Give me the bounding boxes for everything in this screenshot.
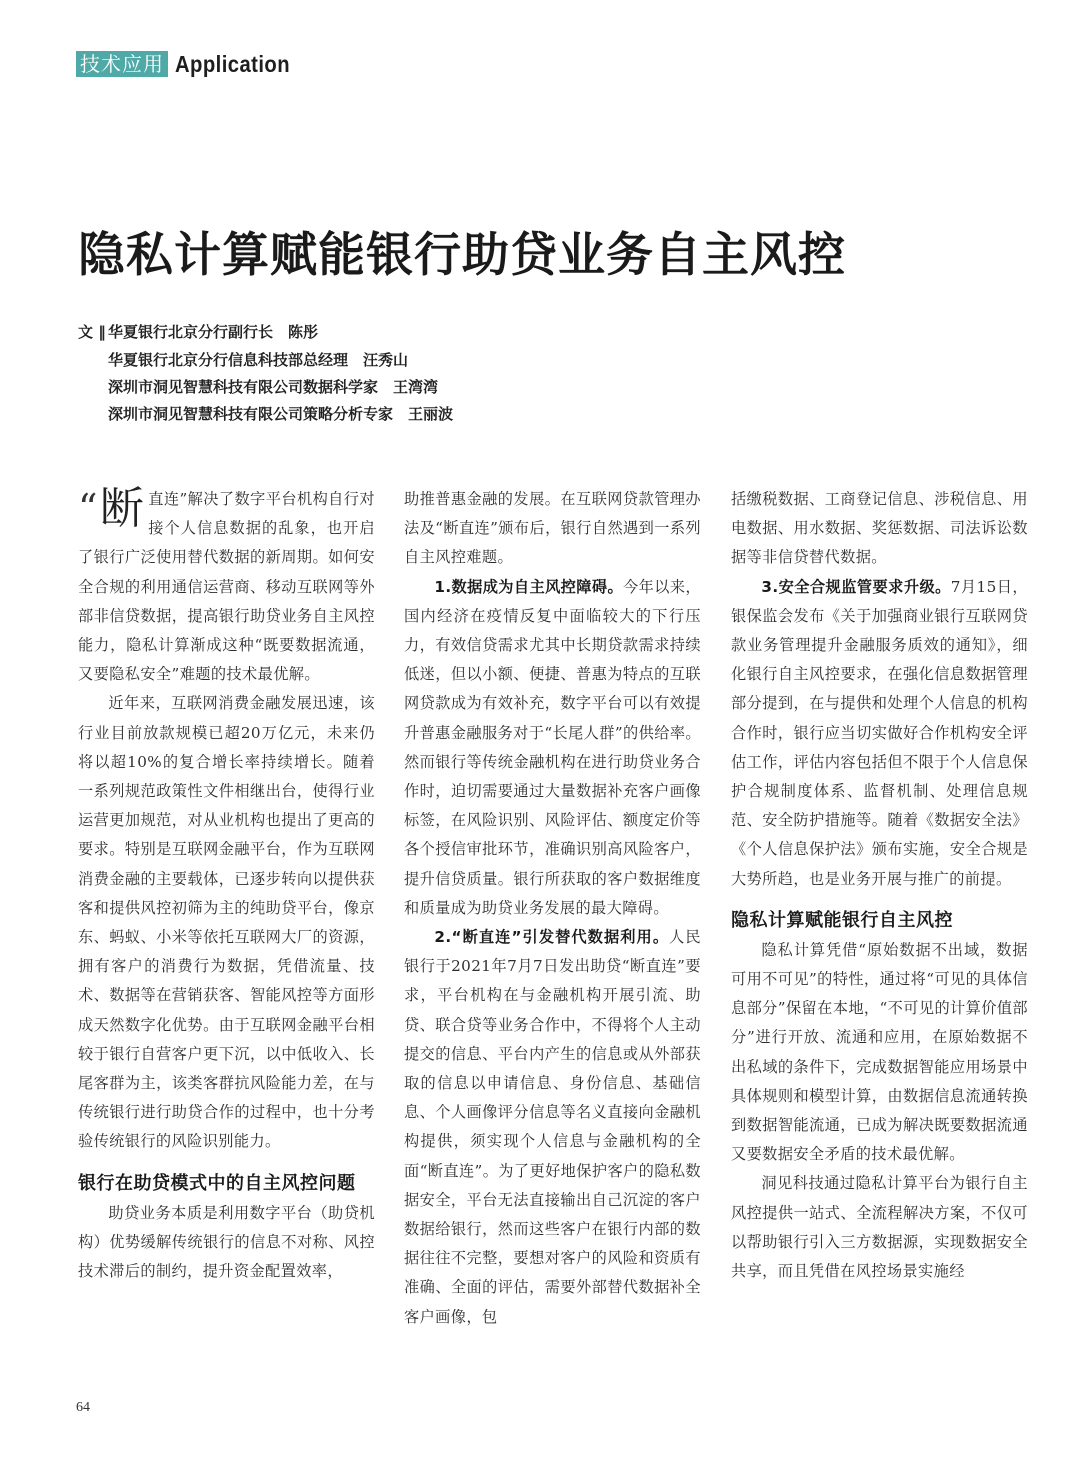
- paragraph-text: 人民银行于2021年7月7日发出助贷“断直连”要求，平台机构在与金融机构开展引流、助贷、联合贷等业务合作中，不得将个人主动提交的信息、平台内产生的信息或从外部获取的信息以申请信息、身份信息、基础信息、个人画像评分信息等名义直接向金融机构提供，须实现个人信息与金融机构的全面“断直连”。为了更好地保护客户的隐私数据安全，平台无法直接输出自己沉淀的客户数据给银行，然而这些客户在银行内部的数据往往不完整，要想对客户的风险和资质有准确、全面的评估，需要外部替代数据补全客户画像，包: [404, 928, 701, 1326]
- paragraph-text: 7月15日，银保监会发布《关于加强商业银行互联网贷款业务管理提升金融服务质效的通知》，细化银行自主风控要求，在强化信息数据管理部分提到，在与提供和处理个人信息的机构合作时，银行应当切实做好合作机构安全评估工作，评估内容包括但不限于个人信息保护合规制度体系、监督机制、处理信息规范、安全防护措施等。随着《数据安全法》《个人信息保护法》颁布实施，安全合规是大势所趋，也是业务开展与推广的前提。: [731, 577, 1028, 888]
- paragraph: 近年来，互联网消费金融发展迅速，该行业目前放款规模已超20万亿元，未来仍将以超10%的复合增长率持续增长。随着一系列规范政策性文件相继出台，使得行业运营更加规范，对从业机构也提出了更高的要求。特别是互联网金融平台，作为互联网消费金融的主要载体，已逐步转向以提供获客和提供风控初筛为主的纯助贷平台，像京东、蚂蚁、小米等依托互联网大厂的资源，拥有客户的消费行为数据，凭借流量、技术、数据等在营销获客、智能风控等方面形成天然数字化优势。由于互联网金融平台相较于银行自营客户更下沉，以中低收入、长尾客群为主，该类客群抗风险能力差，在与传统银行进行助贷合作的过程中，也十分考验传统银行的风险识别能力。: [78, 694, 375, 1151]
- paragraph: [731, 573, 1028, 894]
- article-title: 隐私计算赋能银行助贷业务自主风控: [78, 228, 846, 283]
- section-heading: 隐私计算赋能银行自主风控: [731, 909, 953, 931]
- column-2: [404, 485, 701, 1332]
- author-line: 华夏银行北京分行副行长 陈彤: [108, 323, 319, 341]
- author-line: 深圳市洞见智慧科技有限公司策略分析专家 王丽波: [108, 405, 454, 423]
- paragraph: 洞见科技通过隐私计算平台为银行自主风控提供一站式、全流程解决方案，不仅可以帮助银行引入三方数据源，实现数据安全共享，而且凭借在风控场景实施经: [731, 1174, 1028, 1281]
- paragraph: 括缴税数据、工商登记信息、涉税信息、用电数据、用水数据、奖惩数据、司法诉讼数据等非信贷替代数据。: [731, 490, 1028, 567]
- paragraph: [404, 923, 701, 1332]
- section-heading: 银行在助贷模式中的自主风控问题: [78, 1172, 356, 1194]
- column-3: [731, 485, 1028, 1286]
- paragraph: [78, 485, 375, 689]
- author-line: 深圳市洞见智慧科技有限公司数据科学家 王湾湾: [108, 378, 439, 396]
- byline-prefix: 文 ‖: [78, 323, 106, 341]
- column-1: [78, 485, 375, 1286]
- section-tag: [76, 50, 306, 78]
- quote-mark: “: [78, 486, 98, 530]
- paragraph-lead: 3.安全合规监管要求升级。: [761, 577, 951, 596]
- section-label-cn: 技术应用: [76, 51, 168, 77]
- paragraph: 隐私计算凭借“原始数据不出域，数据可用不可见”的特性，通过将“可见的具体信息部分”保留在本地，“不可见的计算价值部分”进行开放、流通和应用，在原始数据不出私域的条件下，完成数据智能应用场景中具体规则和模型计算，由数据信息流通转换到数据智能流通，已成为解决既要数据流通又要数据安全矛盾的技术最优解。: [731, 940, 1028, 1164]
- page-number: 64: [76, 1400, 90, 1415]
- paragraph: 助推普惠金融的发展。在互联网贷款管理办法及“断直连”颁布后，银行自然遇到一系列自主风控难题。: [404, 490, 701, 567]
- paragraph-text: 今年以来，国内经济在疫情反复中面临较大的下行压力，有效信贷需求尤其中长期贷款需求持续低迷，但以小额、便捷、普惠为特点的互联网贷款成为有效补充，数字平台可以有效提升普惠金融服务对于“长尾人群”的供给率。然而银行等传统金融机构在进行助贷业务合作时，迫切需要通过大量数据补充客户画像标签，在风险识别、风险评估、额度定价等各个授信审批环节，准确识别高风险客户，提升信贷质量。银行所获取的客户数据维度和质量成为助贷业务发展的最大障碍。: [404, 577, 701, 917]
- paragraph: 助贷业务本质是利用数字平台（助贷机构）优势缓解传统银行的信息不对称、风控技术滞后的制约，提升资金配置效率，: [78, 1203, 375, 1281]
- drop-cap: 断: [99, 483, 145, 534]
- author-line: 华夏银行北京分行信息科技部总经理 汪秀山: [108, 351, 409, 369]
- paragraph-lead: 1.数据成为自主风控障碍。: [434, 577, 624, 596]
- paragraph-lead: 2.“断直连”引发替代数据利用。: [434, 928, 670, 947]
- section-label-en: Application: [175, 50, 291, 77]
- paragraph-text: 直连”解决了数字平台机构自行对接个人信息数据的乱象，也开启了银行广泛使用替代数据的新周期。如何安全合规的利用通信运营商、移动互联网等外部非信贷数据，提高银行助贷业务自主风控能力，隐私计算渐成这种“既要数据流通，又要隐私安全”难题的技术最优解。: [78, 490, 375, 684]
- paragraph: [404, 573, 701, 923]
